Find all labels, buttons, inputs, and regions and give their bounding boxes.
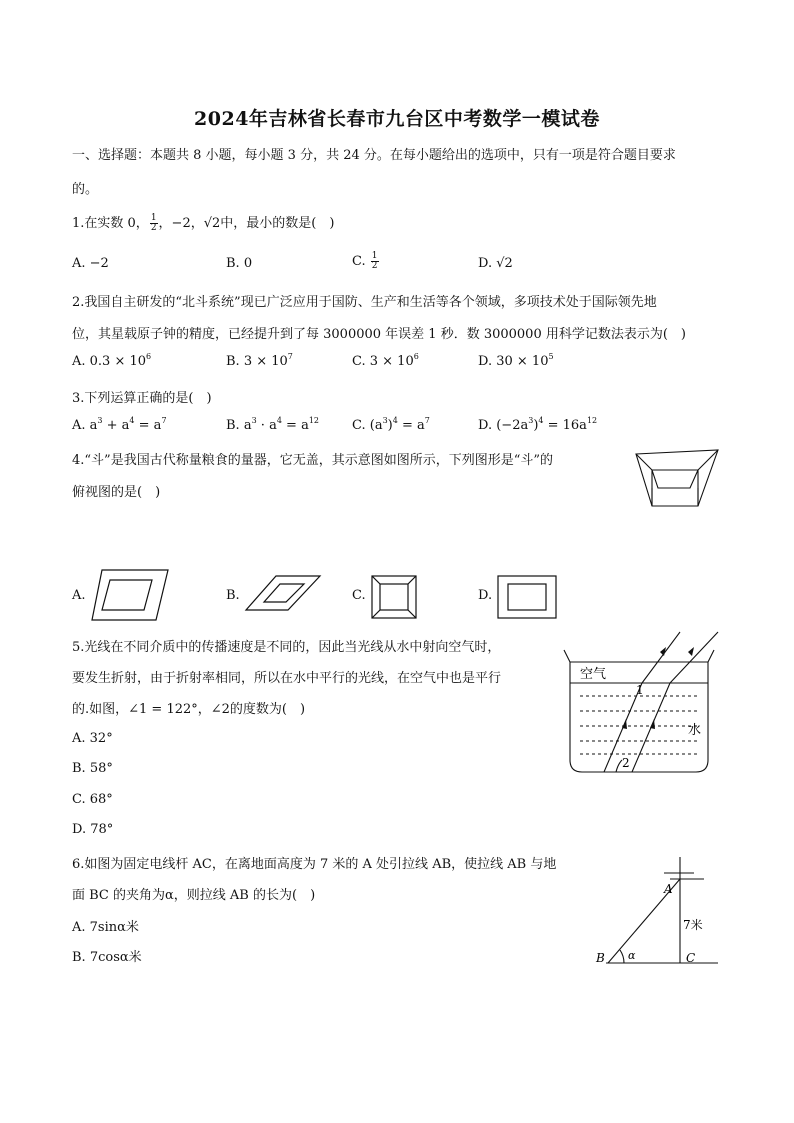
question-1-stem: 1.在实数 0， $\frac{1}{2}$ ，−2，√2中，最小的数是( ) [72, 213, 335, 233]
q1-option-c[interactable]: C. $\frac{1}{2}$ [352, 251, 378, 271]
q2-option-c[interactable]: C. $3 \times 10^6$ [352, 352, 419, 369]
q5-option-b[interactable]: B. 58° [72, 761, 113, 776]
point-a-label: A [664, 882, 673, 896]
page-title: 2024年吉林省长春市九台区中考数学一模试卷 [194, 108, 600, 130]
option-d-figure [496, 574, 558, 620]
question-2-line1: 2.我国自主研发的“北斗系统”现已广泛应用于国防、生产和生活等各个领域，多项技术处于国际领先地 [72, 295, 657, 310]
q6-option-a[interactable]: A. 7sinα米 [72, 920, 139, 935]
option-c-figure [370, 574, 418, 620]
angle-1-label: 1 [636, 683, 644, 697]
question-6-line1: 6.如图为固定电线杆 AC，在离地面高度为 7 米的 A 处引拉线 AB，使拉线 AB 与地 [72, 857, 557, 872]
angle-2-label: 2 [622, 756, 630, 770]
q2-option-d[interactable]: D. $30 \times 10^5$ [478, 352, 554, 369]
option-a-figure [90, 568, 170, 622]
question-2-line2: 位，其星载原子钟的精度，已经提升到了每 3000000 年误差 1 秒．数 3000000 用科学记数法表示为( ) [72, 327, 687, 342]
q5-option-d[interactable]: D. 78° [72, 822, 114, 837]
q3-option-a[interactable]: A. $a^3 + a^4 = a^7$ [72, 416, 167, 433]
point-b-label: B [596, 951, 605, 965]
q3-option-d[interactable]: D. $(-2a^3)^4 = 16a^{12}$ [478, 416, 598, 433]
q3-option-b[interactable]: B. $a^3 \cdot a^4 = a^{12}$ [226, 416, 320, 433]
q5-option-a[interactable]: A. 32° [72, 731, 113, 746]
q1-option-d[interactable]: D. √2 [478, 256, 513, 271]
q1-option-b[interactable]: B. 0 [226, 256, 253, 271]
q2-option-b[interactable]: B. $3 \times 10^7$ [226, 352, 293, 369]
q6-option-b[interactable]: B. 7cosα米 [72, 950, 142, 965]
q4-option-a[interactable]: A. [72, 588, 86, 603]
question-6-line2: 面 BC 的夹角为α，则拉线 AB 的长为( ) [72, 888, 316, 903]
water-label: 水 [688, 723, 702, 738]
q5-option-c[interactable]: C. 68° [72, 792, 113, 807]
height-label: 7米 [683, 918, 703, 932]
option-b-figure [244, 574, 324, 614]
fraction: $\frac{1}{2}$ [150, 213, 157, 233]
dou-figure [630, 446, 725, 510]
refraction-figure [560, 628, 730, 778]
section-heading: 一、选择题：本题共 8 小题，每小题 3 分，共 24 分。在每小题给出的选项中，只有一项是符合题目要求 [72, 148, 676, 163]
q4-option-c[interactable]: C. [352, 588, 366, 603]
pole-figure [594, 855, 724, 970]
q1-option-a[interactable]: A. −2 [72, 256, 109, 271]
question-3-stem: 3.下列运算正确的是( ) [72, 391, 212, 406]
air-label: 空气 [580, 667, 607, 682]
alpha-label: α [628, 949, 636, 962]
question-4-line2: 俯视图的是( ) [72, 485, 161, 500]
q4-option-d[interactable]: D. [478, 588, 493, 603]
point-c-label: C [686, 951, 696, 965]
q3-option-c[interactable]: C. $(a^3)^4 = a^7$ [352, 416, 430, 433]
q4-option-b[interactable]: B. [226, 588, 240, 603]
question-4-line1: 4.“斗”是我国古代称量粮食的量器，它无盖，其示意图如图所示，下列图形是“斗”的 [72, 453, 553, 468]
question-5-line3: 的.如图，∠1 = 122°，∠2的度数为( ) [72, 702, 306, 717]
q2-option-a[interactable]: A. $0.3 \times 10^6$ [72, 352, 152, 369]
question-5-line2: 要发生折射，由于折射率相同，所以在水中平行的光线，在空气中也是平行 [72, 671, 502, 686]
section-heading-cont: 的。 [72, 182, 99, 197]
question-5-line1: 5.光线在不同介质中的传播速度是不同的，因此当光线从水中射向空气时， [72, 640, 501, 655]
